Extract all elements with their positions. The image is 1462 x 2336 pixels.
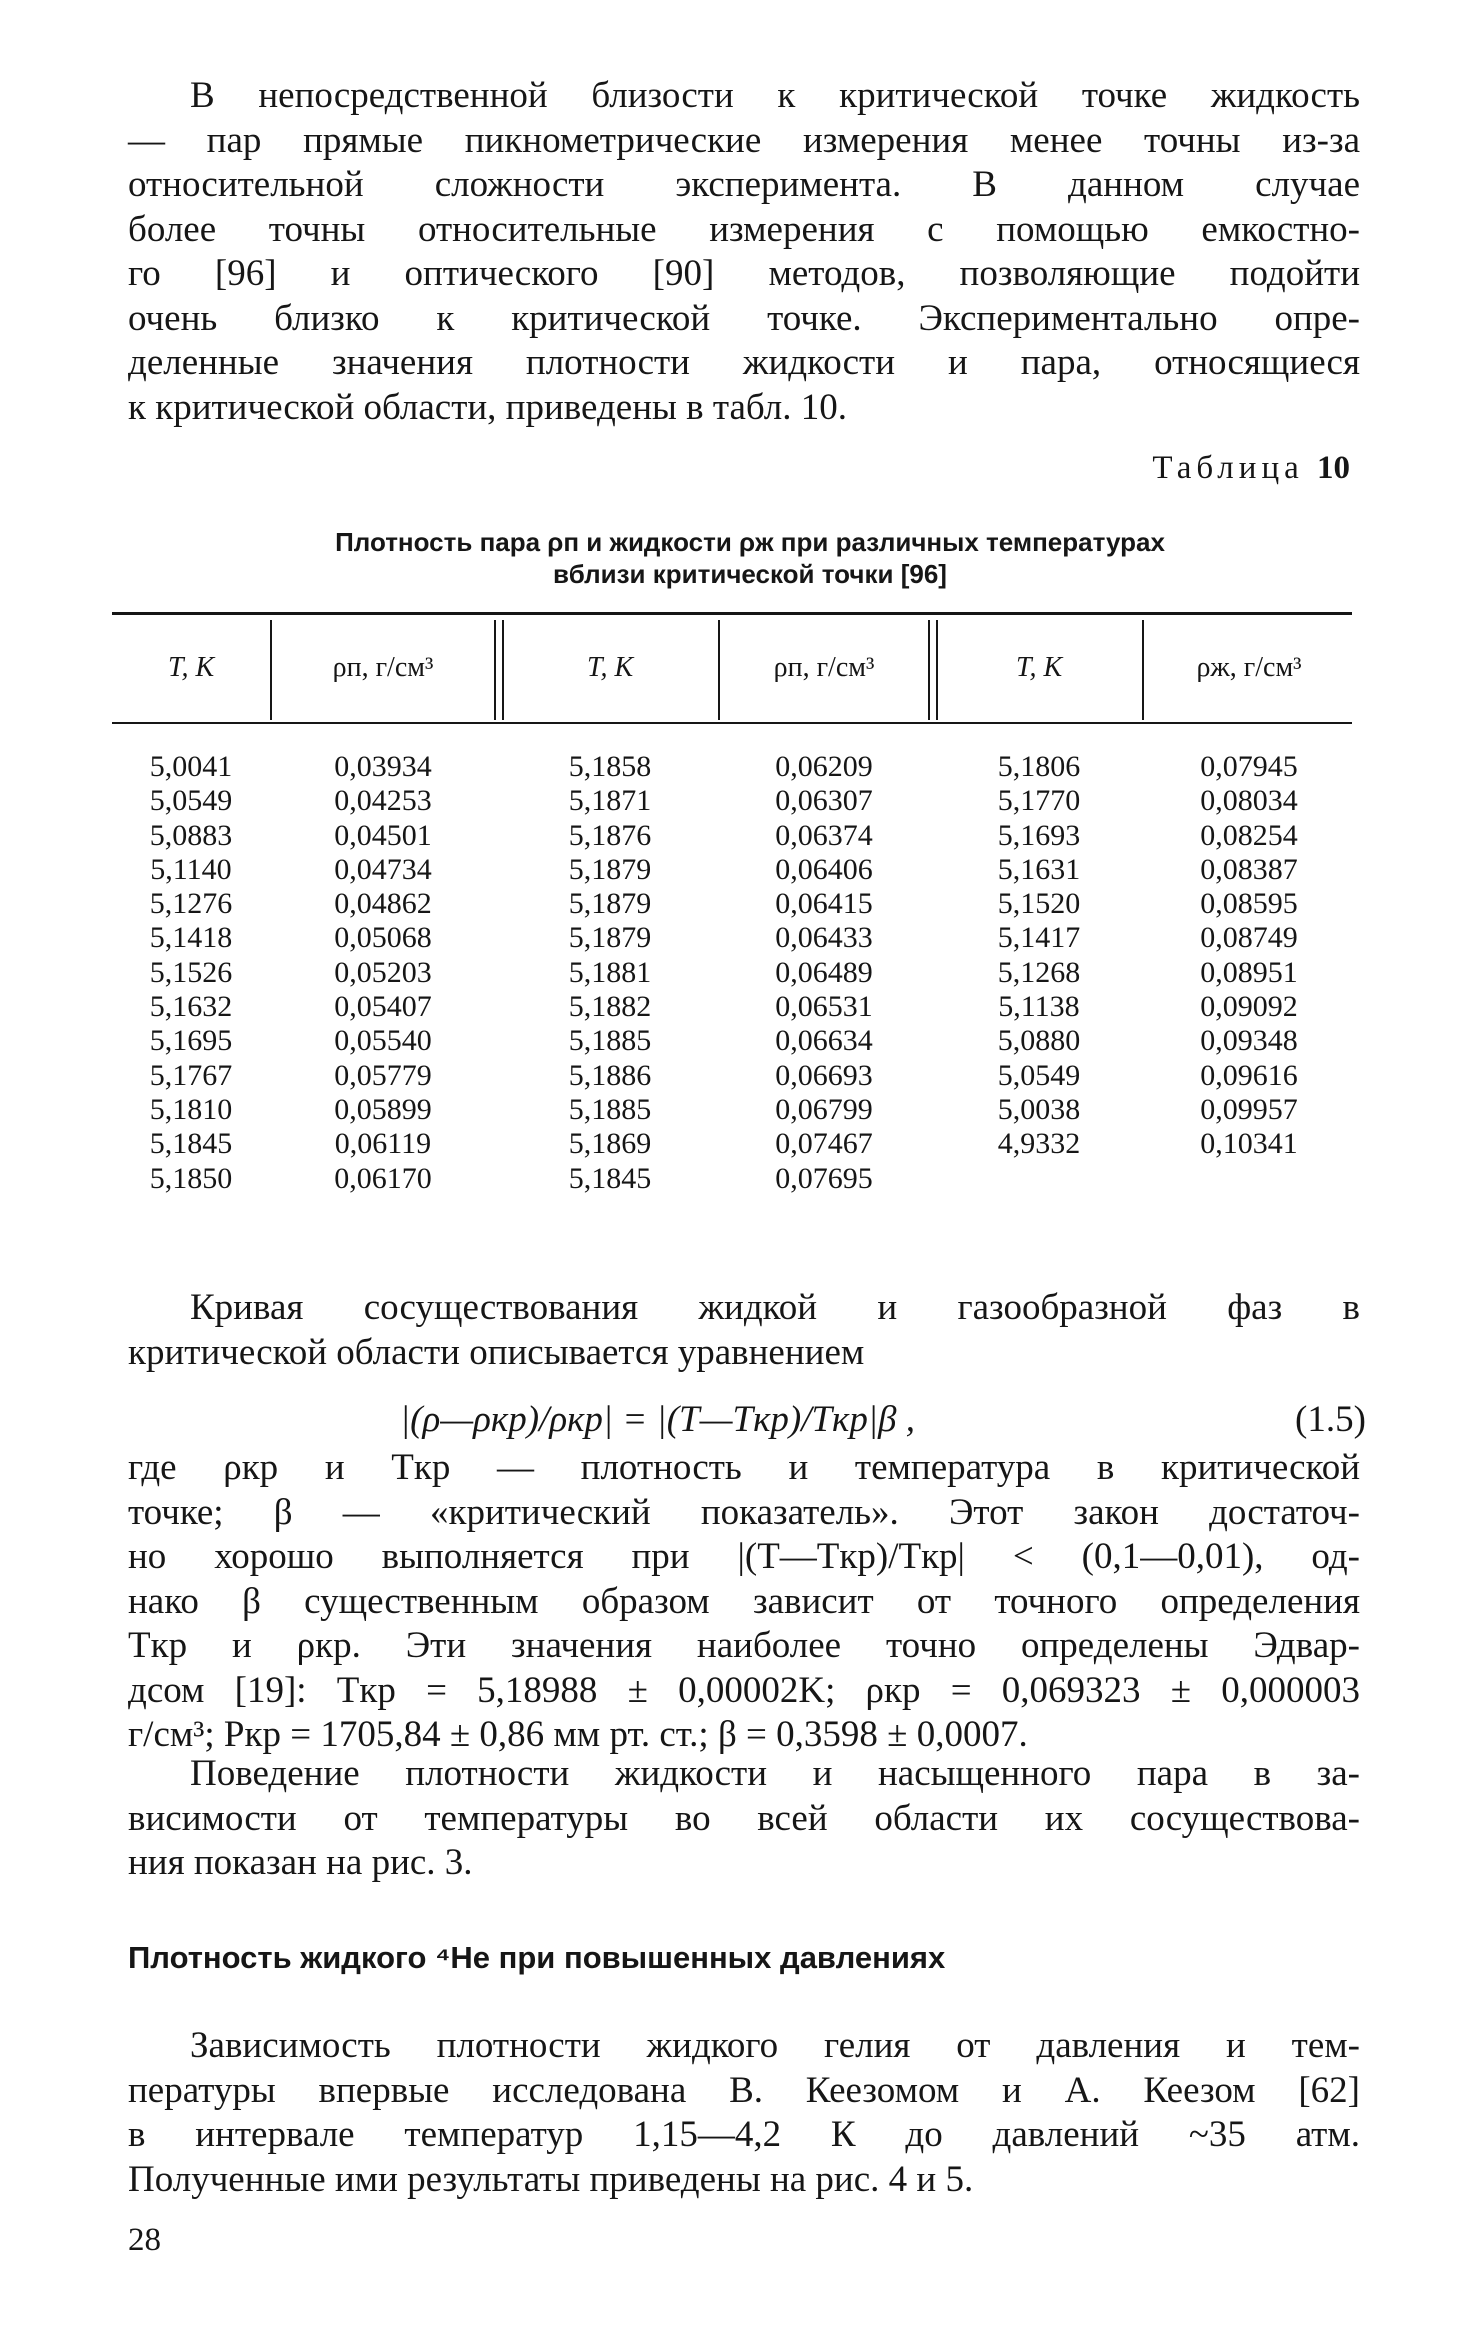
table-cell: 5,1767 xyxy=(149,1058,233,1092)
table-cell: 0,06374 xyxy=(775,818,873,852)
table-title xyxy=(220,526,1280,590)
text-line: го [96] и оптического [90] методов, позволяющие подойти xyxy=(128,253,1360,294)
table-column-liquid-density xyxy=(1144,750,1354,1162)
table-cell: 0,06693 xyxy=(775,1058,873,1092)
header-vapor-density: ρп, г/см³ xyxy=(332,652,434,683)
table-cell: 0,04734 xyxy=(334,852,432,886)
table-cell: 0,07945 xyxy=(1200,750,1298,783)
table-cell: 0,08254 xyxy=(1200,818,1298,852)
text-line: точке; β — «критический показатель». Этот закон достаточ- xyxy=(128,1491,1360,1533)
table-cell: 0,06531 xyxy=(775,990,873,1024)
table-cell: 0,09957 xyxy=(1200,1092,1298,1126)
table-cell: 0,05068 xyxy=(334,921,432,955)
table-label xyxy=(1152,450,1350,487)
table-cell: 0,10341 xyxy=(1200,1127,1298,1161)
table-cell: 5,1276 xyxy=(149,887,233,921)
table-cell: 5,0549 xyxy=(149,784,233,818)
table-label-text: Таблица xyxy=(1152,450,1304,486)
header-temperature: T, К xyxy=(586,652,634,683)
table-title-line: вблизи критической точки [96] xyxy=(553,559,947,589)
table-column-vapor-density-1 xyxy=(272,750,494,1196)
table-top-rule xyxy=(112,612,1352,615)
table-cell: 4,9332 xyxy=(997,1127,1081,1161)
table-cell: 0,07695 xyxy=(775,1161,873,1195)
pressure-paragraph xyxy=(128,2024,1360,2202)
table-cell: 0,05407 xyxy=(334,990,432,1024)
header-temperature: T, К xyxy=(1015,652,1063,683)
table-cell: 0,03934 xyxy=(334,750,432,783)
table-cell: 5,0038 xyxy=(997,1092,1081,1126)
text-line: Поведение плотности жидкости и насыщенного пара в за- xyxy=(190,1753,1360,1794)
table-cell: 0,04862 xyxy=(334,887,432,921)
table-cell: 5,1526 xyxy=(149,955,233,989)
table-cell: 0,05779 xyxy=(334,1058,432,1092)
text-line: относительной сложности эксперимента. В данном случае xyxy=(128,164,1360,205)
table-cell: 5,1885 xyxy=(568,1024,652,1058)
table-cell: 5,1810 xyxy=(149,1092,233,1126)
table-cell: 0,05203 xyxy=(334,955,432,989)
table-cell: 5,1845 xyxy=(568,1161,652,1195)
table-cell: 0,06489 xyxy=(775,955,873,989)
table-column-temperature-3 xyxy=(936,750,1142,1162)
table-cell: 0,06307 xyxy=(775,784,873,818)
table-number: 10 xyxy=(1317,450,1350,486)
text-line: Зависимость плотности жидкого гелия от давления и тем- xyxy=(190,2025,1360,2066)
table-cell: 5,1879 xyxy=(568,887,652,921)
table-cell: 0,08595 xyxy=(1200,887,1298,921)
table-cell: 5,1881 xyxy=(568,955,652,989)
text-line: — пар прямые пикнометрические измерения менее точны из-за xyxy=(128,119,1360,161)
equation: |(ρ—ρкр)/ρкр| = |(T—Tкр)/Tкр|β , xyxy=(400,1399,915,1440)
table-cell: 5,1138 xyxy=(998,990,1080,1024)
text-line: Полученные ими результаты приведены на рис. 4 и 5. xyxy=(128,2158,974,2200)
table-cell: 0,08034 xyxy=(1200,784,1298,818)
table-cell: 5,1631 xyxy=(997,852,1081,886)
text-line: дсом [19]: Tкр = 5,18988 ± 0,00002K; ρкр = 0,069323 ± 0,000003 xyxy=(128,1669,1360,1711)
table-cell: 0,04253 xyxy=(334,784,432,818)
table-cell: 0,05899 xyxy=(334,1092,432,1126)
table-column-temperature-1 xyxy=(112,750,270,1196)
table-column-temperature-2 xyxy=(502,750,718,1196)
page-number: 28 xyxy=(128,2222,161,2258)
table-cell: 5,1885 xyxy=(568,1092,652,1126)
text-line: критической области описывается уравнением xyxy=(128,1331,865,1373)
text-line: где ρкр и Tкр — плотность и температура в критической xyxy=(128,1447,1360,1488)
text-line: более точны относительные измерения с помощью емкостно- xyxy=(128,208,1360,250)
text-line: Tкр и ρкр. Эти значения наиболее точно определены Эдвар- xyxy=(128,1625,1360,1666)
behavior-paragraph xyxy=(128,1752,1360,1886)
text-line: В непосредственной близости к критической точке жидкость xyxy=(190,75,1360,116)
text-line: к критической области, приведены в табл. 10. xyxy=(128,386,848,428)
table-cell: 5,1858 xyxy=(568,750,652,783)
header-vapor-density: ρп, г/см³ xyxy=(773,652,875,683)
table-cell: 5,1806 xyxy=(997,750,1081,783)
table-cell: 0,06406 xyxy=(775,852,873,886)
intro-paragraph xyxy=(128,74,1360,430)
table-cell: 0,06634 xyxy=(775,1024,873,1058)
table-cell: 5,1417 xyxy=(997,921,1081,955)
table-cell: 5,1268 xyxy=(997,955,1081,989)
table-cell: 5,1882 xyxy=(568,990,652,1024)
table-cell: 0,06170 xyxy=(334,1161,432,1195)
table-cell: 0,06415 xyxy=(775,887,873,921)
text-line: нако β существенным образом зависит от точного определения xyxy=(128,1580,1360,1622)
text-line: деленные значения плотности жидкости и пара, относящиеся xyxy=(128,342,1360,383)
table-cell: 5,1770 xyxy=(997,784,1081,818)
table-cell: 5,0880 xyxy=(997,1024,1081,1058)
table-cell: 0,08749 xyxy=(1200,921,1298,955)
text-line: пературы впервые исследована В. Кеезомом и А. Кеезом [62] xyxy=(128,2069,1360,2111)
table-cell: 5,1871 xyxy=(568,784,652,818)
text-line: Кривая сосуществования жидкой и газообразной фаз в xyxy=(190,1287,1360,1328)
table-cell: 5,1632 xyxy=(149,990,233,1024)
table-cell: 5,1876 xyxy=(568,818,652,852)
text-line: висимости от температуры во всей области их сосуществова- xyxy=(128,1797,1360,1839)
table-cell: 0,08951 xyxy=(1200,955,1298,989)
table-cell: 5,0883 xyxy=(149,818,233,852)
table-cell: 0,09348 xyxy=(1200,1024,1298,1058)
text-line: ния показан на рис. 3. xyxy=(128,1842,473,1883)
table-cell: 0,06433 xyxy=(775,921,873,955)
text-line: г/см³; Pкр = 1705,84 ± 0,86 мм рт. ст.; β = 0,3598 ± 0,0007. xyxy=(128,1714,1028,1755)
text-line: но хорошо выполняется при |(T—Tкр)/Tкр| < (0,1—0,01), од- xyxy=(128,1536,1360,1577)
equation-number: (1.5) xyxy=(1295,1399,1366,1440)
table-header-rule xyxy=(112,722,1352,724)
table-cell: 5,1886 xyxy=(568,1058,652,1092)
table-cell: 0,09092 xyxy=(1200,990,1298,1024)
table-cell: 0,09616 xyxy=(1200,1058,1298,1092)
table-cell: 5,1418 xyxy=(149,921,233,955)
header-temperature: T, К xyxy=(167,652,215,683)
header-liquid-density: ρж, г/см³ xyxy=(1196,652,1302,683)
table-cell: 5,1140 xyxy=(150,852,232,886)
table-cell: 5,1879 xyxy=(568,921,652,955)
table-cell: 5,1845 xyxy=(149,1127,233,1161)
parameters-paragraph xyxy=(128,1446,1360,1758)
table-column-vapor-density-2 xyxy=(720,750,928,1196)
table-cell: 0,06209 xyxy=(775,750,873,783)
table-cell: 0,05540 xyxy=(334,1024,432,1058)
table-cell: 5,1869 xyxy=(568,1127,652,1161)
coexistence-paragraph xyxy=(128,1286,1360,1375)
table-cell: 0,08387 xyxy=(1200,852,1298,886)
section-title: Плотность жидкого ⁴Не при повышенных давлениях xyxy=(128,1940,946,1975)
table-cell: 5,1879 xyxy=(568,852,652,886)
table-title-line: Плотность пара ρп и жидкости ρж при различных температурах xyxy=(335,527,1165,557)
table-cell: 5,1850 xyxy=(149,1161,233,1195)
text-line: очень близко к критической точке. Экспериментально опре- xyxy=(128,297,1360,339)
table-cell: 0,04501 xyxy=(334,818,432,852)
table-cell: 5,0041 xyxy=(149,750,233,783)
text-line: в интервале температур 1,15—4,2 К до давлений ~35 атм. xyxy=(128,2114,1360,2155)
table-cell: 0,06799 xyxy=(775,1092,873,1126)
table-cell: 0,06119 xyxy=(334,1127,432,1161)
table-cell: 5,0549 xyxy=(997,1058,1081,1092)
table-cell: 0,07467 xyxy=(775,1127,873,1161)
table-cell: 5,1520 xyxy=(997,887,1081,921)
table-cell: 5,1695 xyxy=(149,1024,233,1058)
table-cell: 5,1693 xyxy=(997,818,1081,852)
